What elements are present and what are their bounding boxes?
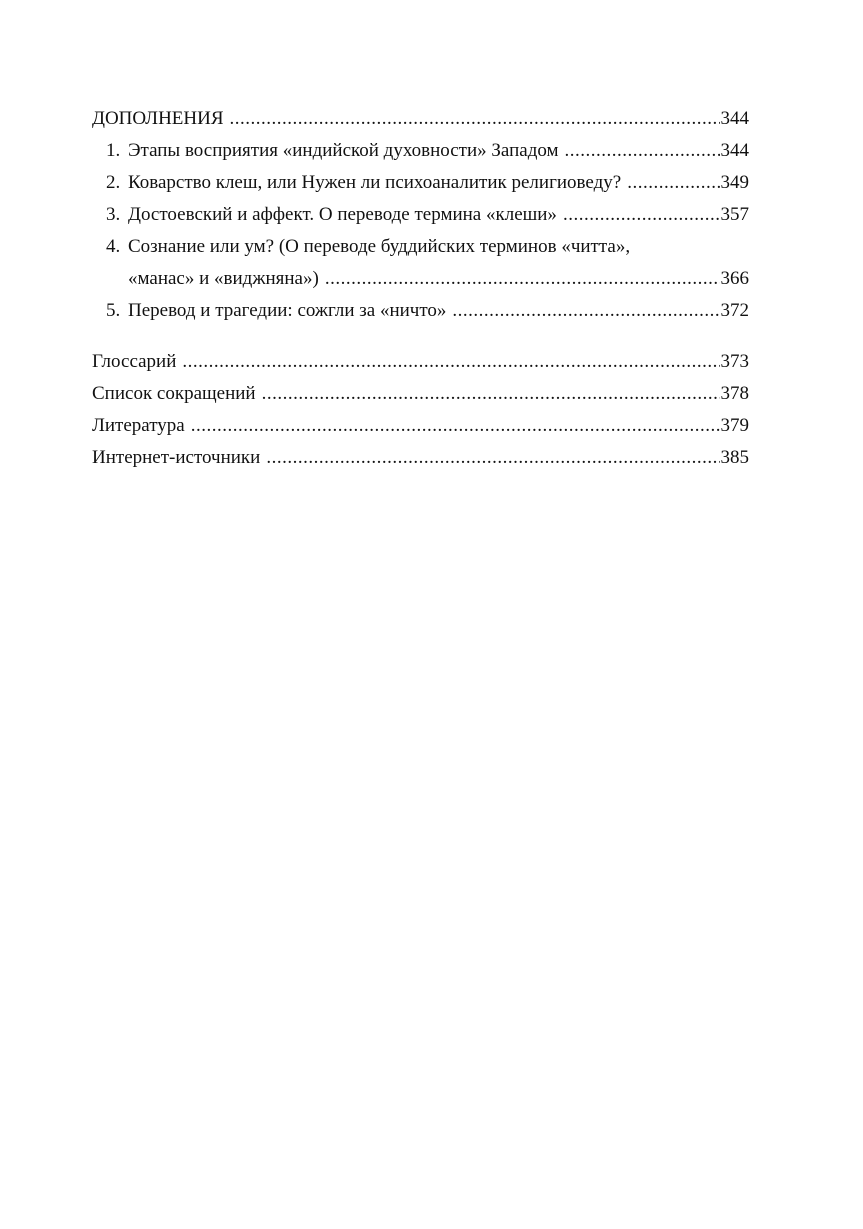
toc-entry[interactable] xyxy=(92,167,749,199)
table-of-contents xyxy=(92,103,749,474)
dot-leader xyxy=(262,378,720,410)
toc-page-number: 349 xyxy=(720,172,749,193)
toc-entry-number: 2. xyxy=(106,172,121,193)
toc-entry-title: Достоевский и аффект. О переводе термина «клеши» xyxy=(128,204,557,225)
toc-entry-supplements[interactable] xyxy=(92,103,749,135)
dot-leader xyxy=(563,199,720,231)
toc-page-number: 366 xyxy=(720,268,749,289)
toc-entry-literature[interactable] xyxy=(92,410,749,442)
toc-entry-title: Перевод и трагедии: сожгли за «ничто» xyxy=(128,300,447,321)
dot-leader xyxy=(452,295,719,327)
dot-leader xyxy=(230,103,720,135)
toc-entry-title: Коварство клеш, или Нужен ли психоаналитик религиоведу? xyxy=(128,172,622,193)
toc-entry-number: 5. xyxy=(106,300,121,321)
dot-leader xyxy=(325,263,720,295)
dot-leader xyxy=(191,410,720,442)
toc-entry[interactable] xyxy=(92,135,749,167)
toc-page-number: 378 xyxy=(720,383,749,404)
toc-page-number: 373 xyxy=(720,351,749,372)
dot-leader xyxy=(627,167,719,199)
toc-entry-title-line1: Сознание или ум? (О переводе буддийских терминов «читта», xyxy=(128,236,631,257)
toc-entry-title-line2: «манас» и «виджняна») xyxy=(128,268,319,289)
toc-page-number: 344 xyxy=(720,108,749,129)
toc-page-number: 344 xyxy=(720,140,749,161)
toc-entry-glossary[interactable] xyxy=(92,346,749,378)
dot-leader xyxy=(266,442,719,474)
dot-leader xyxy=(182,346,719,378)
toc-page-number: 372 xyxy=(720,300,749,321)
toc-entry-title: ДОПОЛНЕНИЯ xyxy=(92,108,224,129)
dot-leader xyxy=(565,135,720,167)
toc-entry[interactable] xyxy=(92,199,749,231)
toc-entry-title: Литература xyxy=(92,415,185,436)
toc-entry-number: 4. xyxy=(106,236,121,257)
toc-entry-multiline[interactable] xyxy=(92,231,749,295)
toc-entry-title: Глоссарий xyxy=(92,351,177,372)
toc-entry-line2 xyxy=(92,263,749,295)
toc-entry-title: Этапы восприятия «индийской духовности» Западом xyxy=(128,140,559,161)
toc-entry[interactable] xyxy=(92,295,749,327)
toc-page-number: 379 xyxy=(720,415,749,436)
toc-entry-number: 3. xyxy=(106,204,121,225)
section-gap xyxy=(92,327,749,346)
toc-page-number: 385 xyxy=(720,447,749,468)
toc-entry-internet-sources[interactable] xyxy=(92,442,749,474)
toc-entry-number: 1. xyxy=(106,140,121,161)
toc-page-number: 357 xyxy=(720,204,749,225)
toc-entry-title: Интернет-источники xyxy=(92,447,261,468)
toc-entry-title: Список сокращений xyxy=(92,383,256,404)
toc-entry-abbreviations[interactable] xyxy=(92,378,749,410)
